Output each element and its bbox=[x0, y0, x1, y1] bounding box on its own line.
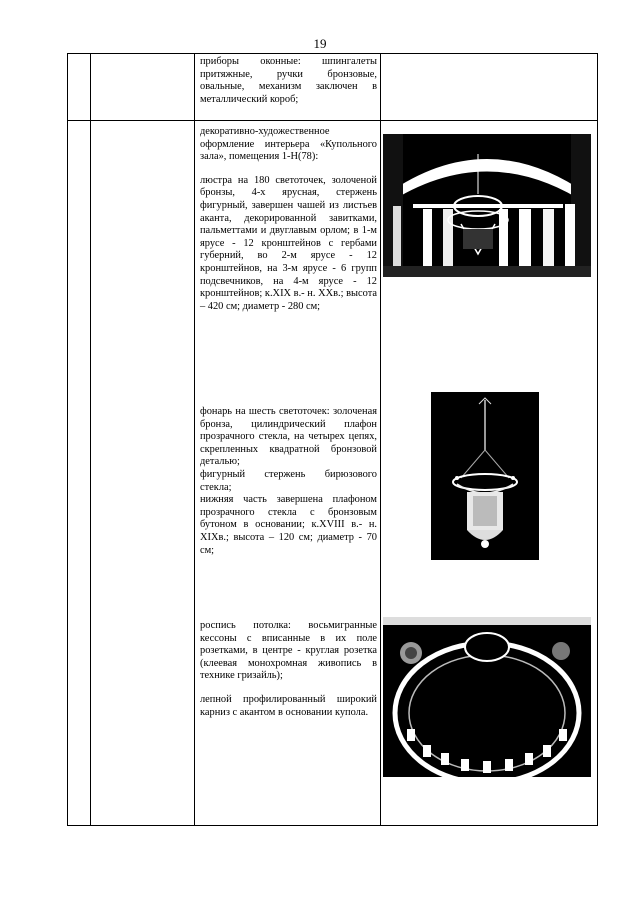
ceiling-text: роспись потолка: восьмигранные кессоны с вписанные в их поле розетками, в центре - круглая розетка (клеевая монохромная живопись в технике гризайль); bbox=[200, 620, 377, 682]
column-divider bbox=[194, 54, 195, 825]
lantern-bottom-text: нижняя часть завершена плафоном прозрачного стекла с бронзовым бутоном в основании; к.XVIII в.- н. XIXв.; высота – 120 см; диаметр - 70 см; bbox=[200, 494, 377, 556]
ceiling-description bbox=[200, 620, 377, 719]
lantern-rod-text: фигурный стержень бирюзового стекла; bbox=[200, 468, 377, 493]
lantern-text: фонарь на шесть светоточек: золоченая бронза, цилиндрический плафон прозрачного стекла, на четырех цепях, скрепленных квадратной бронзовой деталью; bbox=[200, 406, 377, 468]
window-fittings-text: приборы оконные: шпингалеты притяжные, ручки бронзовые, овальные, механизм заключен в металлический короб; bbox=[200, 56, 377, 105]
interior-heading: декоративно-художественное оформление интерьера «Купольного зала», помещения 1-Н(78): bbox=[200, 126, 377, 163]
row-divider bbox=[68, 120, 597, 121]
row2-description bbox=[200, 126, 377, 313]
lantern-photo bbox=[431, 392, 539, 560]
lantern-description bbox=[200, 406, 377, 557]
page-number: 19 bbox=[313, 36, 327, 51]
column-divider bbox=[380, 54, 381, 825]
row1-description bbox=[200, 56, 377, 106]
column-divider bbox=[90, 54, 91, 825]
cornice-text: лепной профилированный широкий карниз с акантом в основании купола. bbox=[200, 693, 377, 718]
inventory-table bbox=[67, 53, 598, 826]
dome-hall-photo bbox=[383, 134, 591, 277]
chandelier-text: люстра на 180 светоточек, золоченой бронзы, 4-х ярусная, стержень фигурный, завершен чашей из листьев аканта, декорированной завитками, пальметтами и двуглавым орлом; в 1-м ярусе - 12 кронштейнов с гербами губерний, во 2-м ярусе - 12 кронштейнов, на 3-м ярусе - 6 групп подсвечников, на 4-м ярусе - 12 кронштейнов; к.XIX в.- н. XXв.; высота – 420 см; диаметр - 280 см; bbox=[200, 174, 377, 312]
dome-ceiling-photo bbox=[383, 617, 591, 777]
